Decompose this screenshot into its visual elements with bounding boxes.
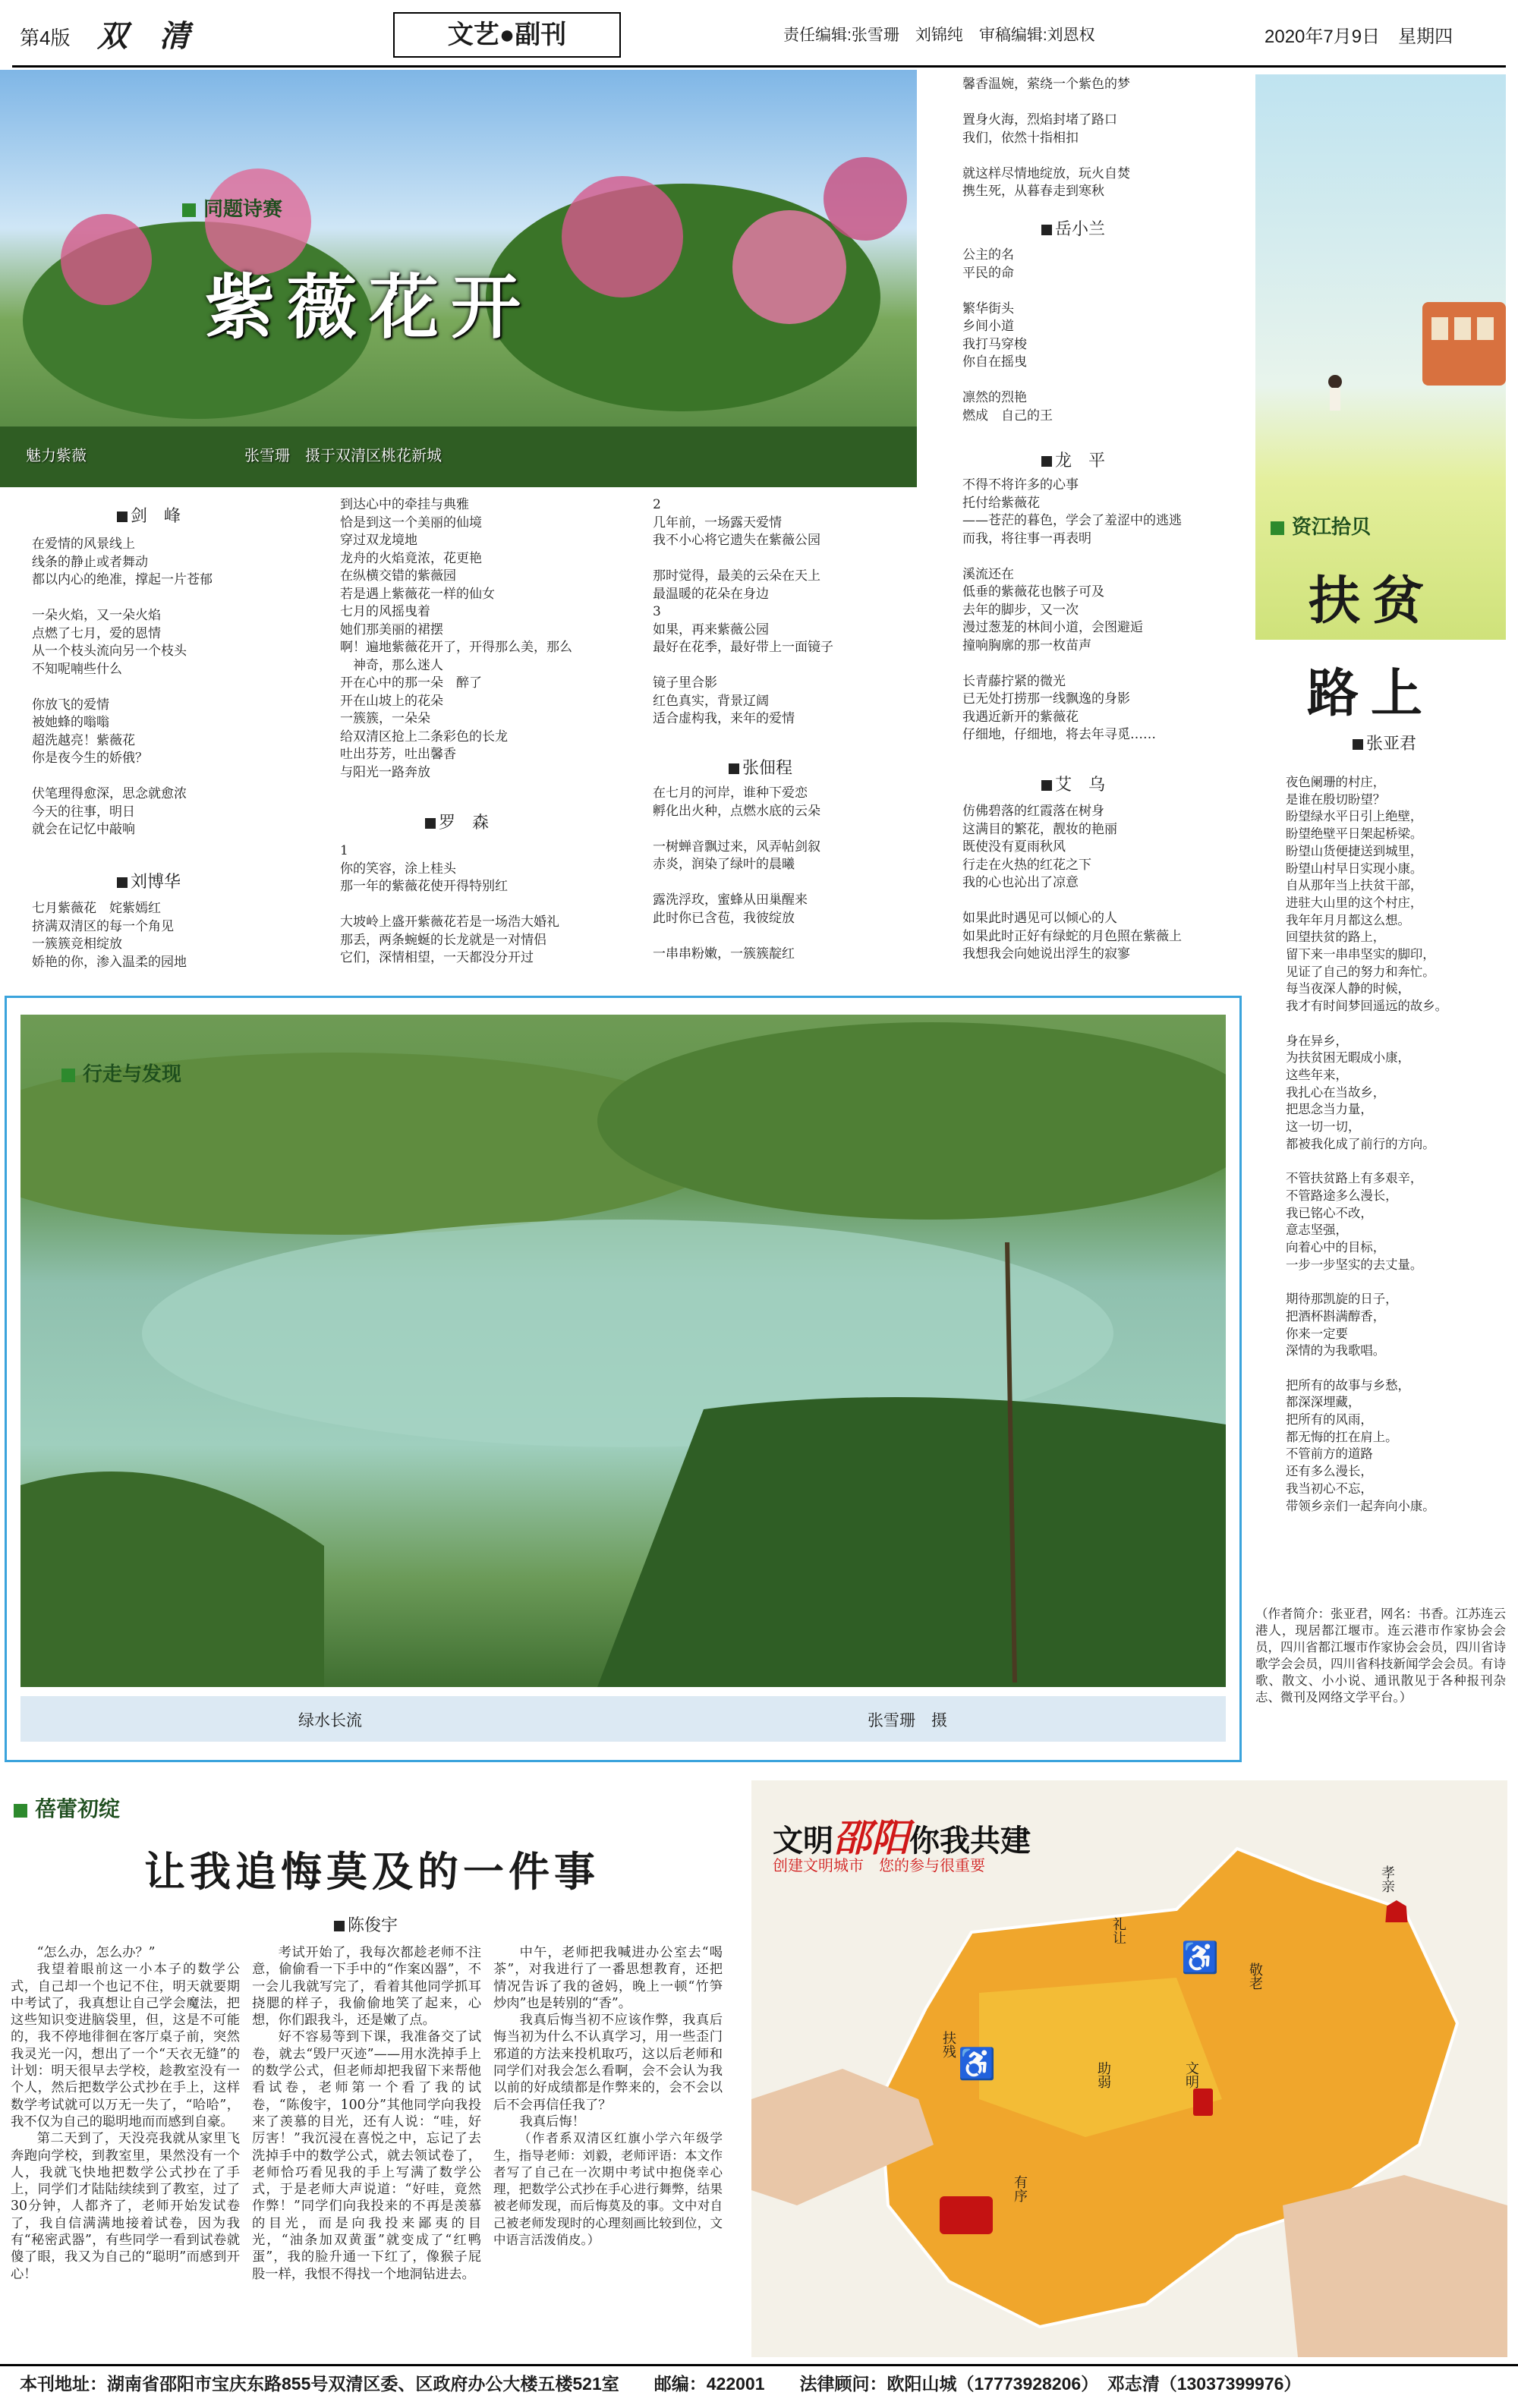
photo-credit-right: 张雪珊 摄于双清区桃花新城 — [244, 448, 442, 464]
section-name: 文艺●副刊 — [393, 12, 621, 58]
ad-label-fucan: 扶残 — [940, 2031, 956, 2058]
author-square-icon — [425, 818, 436, 829]
essay-paragraph: “怎么办，怎么办？” — [36, 1945, 156, 1960]
feature-title: 紫薇花开 — [205, 266, 534, 348]
civility-ad — [751, 1780, 1507, 2357]
poem-text: 2 几年前，一场露天爱情 我不小心将它遗失在紫薇公园 那时觉得，最美的云朵在天上 最温暖的花朵在身边 3 如果，再来紫薇公园 最好在花季，最好带上一面镜子 镜子里合影 红色真实，背景辽阔 适合虚构我，来年的爱情 — [653, 497, 833, 726]
issue-date: 2020年7月9日 星期四 — [1264, 27, 1453, 47]
photo-caption: 绿水长流 — [298, 1712, 362, 1730]
train-illustration — [1255, 74, 1506, 640]
trash-bin-icon — [1193, 2089, 1213, 2116]
editor-credits: 责任编辑:张雪珊 刘锦纯 审稿编辑:刘恩权 — [783, 27, 1095, 44]
poem-author: 张佃程 — [729, 755, 792, 779]
essay-paragraph: 我真后悔！ — [519, 2114, 586, 2129]
photo-credit: 张雪珊 摄 — [868, 1712, 947, 1730]
poem-author: 岳小兰 — [1041, 216, 1105, 240]
author-square-icon — [117, 512, 128, 522]
poem-text: 不得不将许多的心事 托付给紫薇花 ——苍茫的暮色，学会了羞涩中的逃逃 而我，将往事一再表明 溪流还在 低垂的紫薇花也骸子可及 去年的脚步，又一次 漫过葱茏的林间小道，会图避逅 撞响胸廓的那一枚苗声 长青藤拧紧的微光 已无处打捞那一线飘逸的身影 我遇近新开的紫薇花 仔细地，仔细地，将去年寻觅…… — [962, 477, 1182, 742]
tag-square-icon — [182, 203, 196, 217]
masthead-rule — [12, 65, 1506, 68]
essay-paragraph: 我真后悔当初不应该作弊，我真后悔当初为什么不认真学习，用一些歪门邪道的方法来投机取巧，这以后老师和同学们对我会怎么看啊，会不会认为我以前的好成绩都是作弊来的，会不会以后不会再信任我了？ — [493, 2013, 723, 2113]
wheelchair-icon: ♿ — [958, 2047, 996, 2082]
poem-author: 艾 乌 — [1041, 772, 1105, 795]
essay-column-3 — [493, 1944, 723, 2369]
ad-label-lirang: 礼让 — [1110, 1917, 1126, 1944]
tag-square-icon — [14, 1804, 27, 1818]
essay-paragraph: 好不容易等到下课，我准备交了试卷，就去“毁尸灭迹”——用水洗掉手上的数学公式，但老师却把我留下来帮他看试卷，老师第一个看了我的试卷，“陈俊宇，100分”其他同学向我投来了羡慕的目光，还有人说：“哇，好厉害！”我沉浸在喜悦之中，忘记了去洗掉手中的数学公式，就去领试卷了，老师恰巧看见我的手上写满了数学公式，于是老师大声说道：“好哇，竟然作弊！”同学们向我投来的不再是羡慕的目光，而是向我投来鄙夷的目光，“油条加双黄蛋”就变成了“红鸭蛋”，我的脸升通一下红了，像猴子屁股一样，我恨不得找一个地洞钻进去。 — [252, 2029, 481, 2282]
author-square-icon — [1041, 225, 1052, 235]
essay-paragraph: 考试开始了，我每次都趁老师不注意，偷偷看一下手中的“作案凶器”，不一会儿我就写完了，看着其他同学抓耳挠腮的样子，我偷偷地笑了起来，心想，你们跟我斗，还是嫩了点。 — [252, 1945, 481, 2029]
poem-text: 七月紫薇花 姹紫嫣红 挤满双清区的每一个角见 一簇簇竞相绽放 娇艳的你，渗入温柔的园地 — [32, 901, 187, 970]
right-author: 张亚君 — [1353, 731, 1416, 754]
author-bio: （作者简介：张亚君，网名：书香。江苏连云港人，现居都江堰市。连云港市作家协会会员，四川省都江堰市作家协会会员，四川省诗歌学会会员，四川省科技新闻学会会员。有诗歌、散文、小小说、通讯散见于各种报刊杂志、微刊及网络文学平台。） — [1255, 1607, 1506, 1704]
essay-paragraph: 第二天到了，天没亮我就从家里飞奔跑向学校，到教室里，果然没有一个人，我就飞快地把数学公式抄在了手上，同学们才陆陆续续到了教室，过了30分钟，人都齐了，老师开始发试卷了，我自信满满地接着试卷，因为我有“秘密武器”，有些同学一看到试卷就傻了眼，我又为自己的“聪明”而感到开心！ — [11, 2131, 240, 2282]
tag-square-icon — [61, 1069, 75, 1082]
author-square-icon — [334, 1921, 345, 1931]
caption-bar — [20, 1696, 1226, 1742]
poem-text: 仿佛碧落的红霞落在树身 这满目的繁花，靓妆的艳丽 既使没有夏雨秋风 行走在火热的红花之下 我的心也沁出了凉意 如果此时遇见可以倾心的人 如果此时正好有绿蛇的月色照在紫薇上 我想我会向她说出浮生的寂寥 — [962, 804, 1182, 962]
family-icon: ☗ — [1383, 1895, 1410, 1930]
section-tag-zijiang: 资江拾贝 — [1271, 512, 1371, 540]
section-tag-travel: 行走与发现 — [61, 1059, 181, 1087]
section-tag-essay: 蓓蕾初绽 — [14, 1793, 120, 1823]
paper-logo: 双 清 — [97, 18, 200, 54]
poem-text: 馨香温婉，萦绕一个紫色的梦 置身火海，烈焰封堵了路口 我们，依然十指相扣 就这样尽情地绽放，玩火自焚 携生死，从暮春走到寒秋 — [962, 77, 1130, 199]
ad-headline: 文明邵阳你我共建 — [773, 1817, 1031, 1859]
right-title-line2: 路上 — [1307, 663, 1435, 724]
pine-tree-illustration — [20, 1015, 1226, 1687]
footer-address: 本刊地址：湖南省邵阳市宝庆东路855号双清区委、区政府办公大楼五楼521室 邮编：422001 法律顾问：欧阳山城（17773928206） 邓志清（13037399976） — [20, 2374, 1302, 2394]
ad-label-zhuruo: 助弱 — [1095, 2061, 1111, 2089]
poem-text: 在爱情的风景线上 线条的静止或者舞动 都以内心的绝准，撑起一片苍郁 一朵火焰，又一朵火焰 点燃了七月，爱的恩情 从一个枝头流向另一个枝头 不知呢喃些什么 你放飞的爱情 被她蜂的嗡嗡 超洗越亮！紫薇花 你是夜今生的娇俄？ 伏笔理得愈深，思念就愈浓 今天的往事，明日 就会在记忆中敲响 — [32, 537, 213, 837]
right-title-line1: 扶贫 — [1309, 571, 1437, 631]
essay-note: （作者系双清区红旗小学六年级学生，指导老师：刘毅，老师评语：本文作者写了自己在一次期中考试中抱侥幸心理，把数学公式抄在手心进行舞弊，结果被老师发现，而后悔莫及的事。文中对自己被老师发现时的心理刻画比较到位，文中语言活泼俏皮。） — [493, 2131, 723, 2248]
masthead — [0, 0, 1518, 70]
essay-paragraph: 我望着眼前这一小本子的数学公式，自己却一个也记不住，明天就要期中考试了，我真想让自己学会魔法，把这些知识变进脑袋里，但，这是不可能的，我不停地徘徊在客厅桌子前，突然我灵光一闪，想出了一个“天衣无缝”的计划：明天很早去学校，趁教室没有一个人，然后把数学公式抄在手上，这样数学考试就可以万无一失了，“哈哈”，我不仅为自己的聪明地而而感到自豪。 — [11, 1962, 240, 2129]
essay-column-1 — [11, 1944, 240, 2369]
meadow-illustration — [1255, 74, 1506, 640]
author-square-icon — [729, 763, 739, 774]
poem-author: 龙 平 — [1041, 448, 1105, 471]
photo-credit-left: 魅力紫薇 — [26, 448, 87, 464]
poem-text: 到达心中的牵挂与典雅 恰是到这一个美丽的仙境 穿过双龙境地 龙舟的火焰竟浓，花更艳 在纵横交错的紫薇园 若是遇上紫薇花一样的仙女 七月的风摇曳着 她们那美丽的裙摆 啊！遍地紫薇花开了，开得那么美，那么 神奇，那么迷人 开在心中的那一朵 醉了 开在山坡上的花朵 一簇簇，一朵朵 给双清区抢上二条彩色的长龙 吐出芬芳，吐出馨香 与阳光一路奔放 — [340, 497, 572, 780]
author-square-icon — [1041, 456, 1052, 467]
poem-author: 剑 峰 — [117, 503, 181, 527]
lake-feature-frame — [5, 996, 1242, 1762]
elder-icon: ♿ — [1181, 1941, 1219, 1975]
ad-label-jinglao: 敬老 — [1247, 1963, 1263, 1990]
bus-icon — [940, 2196, 993, 2234]
essay-title: 让我追悔莫及的一件事 — [144, 1847, 600, 1896]
tag-square-icon — [1271, 521, 1284, 535]
author-square-icon — [1353, 739, 1363, 750]
ad-label-xiaoqin: 孝亲 — [1379, 1865, 1395, 1893]
author-square-icon — [1041, 780, 1052, 791]
essay-paragraph: 中午，老师把我喊进办公室去“喝茶”，对我进行了一番思想教育，还把情况告诉了我的爸妈，晚上一顿“竹笋炒肉”也是转别的“香”。 — [493, 1945, 723, 2011]
poem-text: 公主的名 平民的命 繁华街头 乡间小道 我打马穿梭 你自在摇曳 凛然的烈艳 燃成 自己的王 — [962, 247, 1053, 423]
page-number: 第4版 — [20, 27, 71, 49]
ad-subline: 创建文明城市 您的参与很重要 — [773, 1858, 985, 1874]
lake-photo — [20, 1015, 1226, 1687]
poem-text: 在七月的河岸，谁种下爱恋 孵化出火种，点燃水底的云朵 一树蝉音飘过来，风弄帖剑叙 赤炎，润染了绿叶的晨曦 露洗浮玫，蜜蜂从田巢醒来 此时你已含苞，我彼绽放 一串串粉嫩，一簇簇靛红 — [653, 785, 820, 962]
author-square-icon — [117, 877, 128, 888]
ad-label-youxu: 有序 — [1012, 2175, 1028, 2202]
poem-author: 罗 森 — [425, 810, 489, 833]
right-poem: 夜色阑珊的村庄， 是谁在殷切盼望？ 盼望绿水平日引上绝壁， 盼望绝壁平日架起桥梁。 盼望山货便捷送到城里， 盼望山村早日实现小康。 自从那年当上扶贫干部， 进驻大山里的这个村庄， 我年年月月都这么想。 回望扶贫的路上， 留下来一串串坚实的脚印， 见证了自己的努力和奔忙。 每当夜深人静的时候， 我才有时间梦回遥远的故乡。 身在异乡， 为扶贫困无暇成小康， 这些年来， 我扎心在当故乡， 把思念当力量， 这一切一切， 都被我化成了前行的方向。 不管扶贫路上有多艰辛， 不管路途多么漫长， 我已铭心不改， 意志坚强， 向着心中的目标， 一步一步坚实的去丈量。 期待那凯旋的日子， 把酒杯斟满醇香， 你来一定要 深情的为我歌唱。 把所有的故事与乡愁， 都深深埋藏， 把所有的风雨， 都无悔的扛在肩上。 不管前方的道路 还有多么漫长， 我当初心不忘， 带领乡亲们一起奔向小康。 — [1286, 775, 1448, 1513]
essay-author: 陈俊宇 — [334, 1912, 398, 1936]
ad-label-wenming: 文明 — [1183, 2061, 1199, 2089]
poem-text: 1 你的笑容，涂上桂头 那一年的紫薇花使开得特别红 大坡岭上盛开紫薇花若是一场浩大婚礼 那丢，两条蜿蜒的长龙就是一对情侣 它们，深情相望，一天都没分开过 — [340, 843, 559, 965]
essay-column-2 — [252, 1944, 481, 2369]
footer-rule — [0, 2364, 1518, 2366]
poem-author: 刘博华 — [117, 869, 181, 892]
crape-myrtle-photo — [0, 70, 917, 487]
section-tag-competition: 同题诗赛 — [182, 194, 282, 222]
